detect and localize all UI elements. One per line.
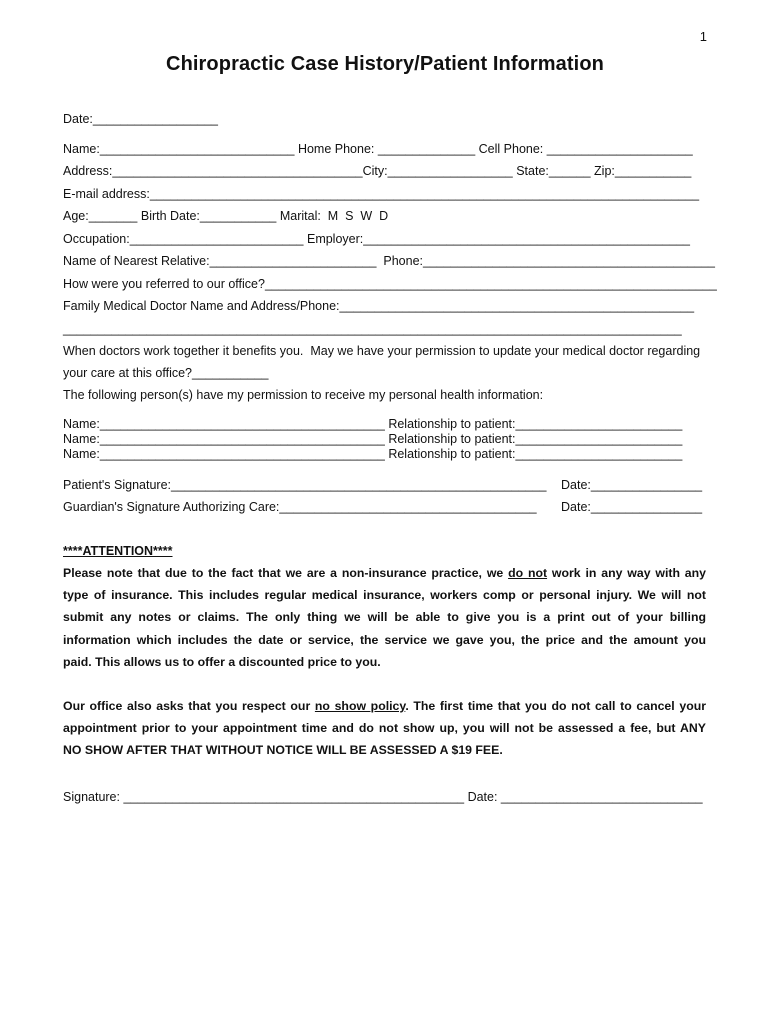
attention-p1-line-5: paid. This allows us to offer a discounted price to you. xyxy=(63,654,381,669)
page-title: Chiropractic Case History/Patient Information xyxy=(166,53,604,75)
date-field[interactable]: Date:__________________ xyxy=(63,112,219,126)
attention-p1-line-1: Please note that due to the fact that we are a non-insurance practice, we do not work in any way with any xyxy=(63,566,706,580)
attention-p2-line-2: appointment prior to your appointment time and do not show up, you will not be assessed a fee, but ANY xyxy=(63,721,706,736)
attention-paragraph-2 xyxy=(63,695,706,762)
patient-signature-date[interactable]: Date:________________ xyxy=(561,478,703,492)
family-doctor-blank-line[interactable]: _________________________________________________________________________________________ xyxy=(63,322,682,336)
attention-p2-line-3: NO SHOW AFTER THAT WITHOUT NOTICE WILL BE ASSESSED A $19 FEE. xyxy=(63,743,503,758)
attention-p1-line-4: information which includes the date or service, the service we gave you, the price and the amount you xyxy=(63,632,706,647)
attention-heading: ****ATTENTION**** xyxy=(63,544,173,558)
patient-signature-field[interactable]: Patient's Signature:______________________________________________________ xyxy=(63,478,547,492)
attention-p1-line-2: type of insurance. This includes regular medical insurance, workers comp or personal injury. We will not xyxy=(63,588,706,603)
page-number: 1 xyxy=(699,29,707,44)
name-phones-field[interactable]: Name:____________________________ Home Phone: ______________ Cell Phone: _____________________ xyxy=(63,142,693,156)
nearest-relative-field[interactable]: Name of Nearest Relative:________________________ Phone:__________________________________________ xyxy=(63,254,715,268)
permission-text-1: When doctors work together it benefits you. May we have your permission to update your medical doctor regarding xyxy=(63,344,701,358)
email-field[interactable]: E-mail address:_______________________________________________________________________________ xyxy=(63,187,700,201)
guardian-signature-date[interactable]: Date:________________ xyxy=(561,500,703,514)
authorized-person-3[interactable]: Name:_________________________________________ Relationship to patient:________________________ xyxy=(63,447,683,461)
final-signature-field[interactable]: Signature: _________________________________________________ Date: _____________________________ xyxy=(63,790,703,804)
authorized-person-2[interactable]: Name:_________________________________________ Relationship to patient:________________________ xyxy=(63,432,683,446)
referred-field[interactable]: How were you referred to our office?_________________________________________________________________ xyxy=(63,277,717,291)
attention-p2-line-1: Our office also asks that you respect our no show policy. The first time that you do not call to cancel your xyxy=(63,699,707,713)
permission-text-2[interactable]: your care at this office?___________ xyxy=(63,366,269,380)
guardian-signature-field[interactable]: Guardian's Signature Authorizing Care:_____________________________________ xyxy=(63,500,537,514)
occupation-field[interactable]: Occupation:_________________________ Employer:_______________________________________________ xyxy=(63,232,690,246)
age-birth-marital-field[interactable]: Age:_______ Birth Date:___________ Marital: M S W D xyxy=(63,209,389,223)
permission-text-3: The following person(s) have my permission to receive my personal health information: xyxy=(63,388,544,402)
authorized-person-1[interactable]: Name:_________________________________________ Relationship to patient:________________________ xyxy=(63,417,683,431)
family-doctor-field[interactable]: Family Medical Doctor Name and Address/Phone:___________________________________________________ xyxy=(63,299,695,313)
attention-p1-line-3: submit any notes or claims. The only thing we will be able to give you is a print out of your billing xyxy=(63,610,706,625)
attention-paragraph-1 xyxy=(63,562,706,673)
address-field[interactable]: Address:____________________________________City:__________________ State:______ Zip:___________ xyxy=(63,164,692,178)
